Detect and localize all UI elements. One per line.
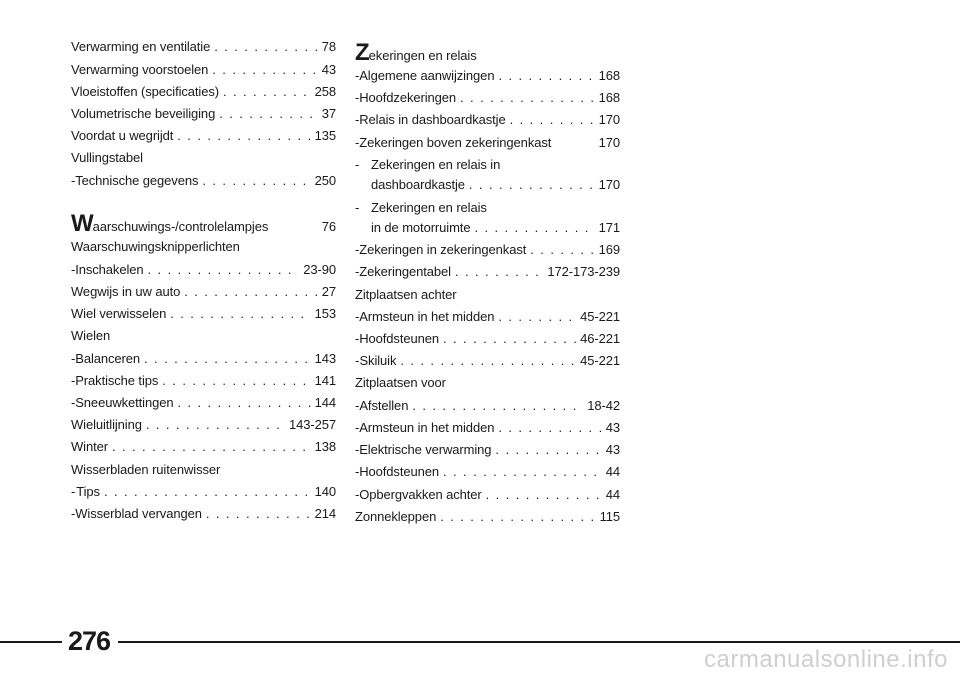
- index-entry: [71, 104, 336, 123]
- leader-dots: [212, 60, 317, 79]
- entry-text: Zekeringen boven zekeringenkast: [359, 135, 552, 150]
- index-subentry: [355, 133, 620, 152]
- index-subentry-continued: [355, 218, 620, 237]
- entry-text: Wegwijs in uw auto: [71, 284, 181, 299]
- entry-text: Algemene aanwijzingen: [359, 68, 495, 83]
- entry-text: Zitplaatsen achter: [355, 287, 457, 302]
- entry-page: 43: [605, 442, 620, 457]
- watermark: carmanualsonline.info: [704, 646, 948, 673]
- index-heading: [71, 460, 336, 479]
- entry-page: 115: [599, 509, 620, 524]
- dash: -: [355, 331, 360, 346]
- entry-text: Armsteun in het midden: [359, 420, 495, 435]
- index-subentry: [355, 110, 620, 129]
- entry-page: 168: [598, 68, 620, 83]
- leader-dots: [170, 304, 310, 323]
- index-subentry: [355, 240, 620, 259]
- index-subentry: [71, 260, 336, 279]
- entry-text: Verwarming voorstoelen: [71, 62, 209, 77]
- index-entry: [71, 37, 336, 56]
- leader-dots: [214, 37, 318, 56]
- entry-page: 143-257: [288, 417, 336, 432]
- entry-text: Zekeringen en relais: [355, 39, 477, 66]
- leader-dots: [206, 504, 311, 523]
- entry-page: 43: [321, 62, 336, 77]
- footer-rule-left: [0, 641, 62, 643]
- entry-page: 18-42: [587, 398, 620, 413]
- entry-page: 138: [314, 439, 336, 454]
- leader-dots: [495, 440, 601, 459]
- leader-dots: [443, 462, 602, 481]
- entry-page: 135: [314, 128, 336, 143]
- entry-text: Inschakelen: [75, 262, 144, 277]
- section-initial: Z: [355, 39, 369, 66]
- index-heading: [71, 326, 336, 345]
- leader-dots: [144, 349, 311, 368]
- index-heading: [71, 148, 336, 167]
- leader-dots: [400, 351, 576, 370]
- entry-text: Zekeringen en relais: [371, 200, 487, 215]
- entry-text: Zitplaatsen voor: [355, 375, 446, 390]
- index-subentry: [71, 393, 336, 412]
- entry-text: Technische gegevens: [75, 173, 199, 188]
- entry-text: Zonnekleppen: [355, 509, 437, 524]
- dash: -: [71, 395, 76, 410]
- entry-text: Praktische tips: [75, 373, 159, 388]
- page-number: 276: [68, 626, 111, 656]
- index-subentry: [71, 504, 336, 523]
- index-subentry: [355, 262, 620, 281]
- entry-text: Hoofdzekeringen: [359, 90, 457, 105]
- dash: -: [355, 112, 360, 127]
- entry-text: Wiel verwisselen: [71, 306, 167, 321]
- entry-page: 170: [598, 135, 620, 150]
- entry-text: Wielen: [71, 328, 111, 343]
- entry-page: 45-221: [580, 353, 620, 368]
- entry-page: 172-173-239: [547, 264, 620, 279]
- entry-text: Wieluitlijning: [71, 417, 142, 432]
- index-subentry: [355, 396, 620, 415]
- entry-text: Afstellen: [359, 398, 409, 413]
- leader-dots: [530, 240, 594, 259]
- index-subentry: [71, 482, 336, 501]
- entry-text: Elektrische verwarming: [359, 442, 492, 457]
- leader-dots: [219, 104, 318, 123]
- entry-text: Waarschuwingsknipperlichten: [71, 239, 240, 254]
- leader-dots: [184, 282, 318, 301]
- entry-page: 140: [314, 484, 336, 499]
- leader-dots: [162, 371, 310, 390]
- entry-text: Skiluik: [359, 353, 397, 368]
- entry-page: 23-90: [303, 262, 336, 277]
- index-subentry: [355, 485, 620, 504]
- dash: -: [355, 353, 360, 368]
- entry-text: Winter: [71, 439, 108, 454]
- index-entry: [71, 82, 336, 101]
- entry-text: Zekeringentabel: [359, 264, 451, 279]
- entry-text: Verwarming en ventilatie: [71, 39, 211, 54]
- entry-text: Relais in dashboardkastje: [359, 112, 506, 127]
- entry-page: 76: [321, 219, 336, 234]
- dash: -: [355, 200, 360, 215]
- index-heading: [355, 373, 620, 392]
- dash: -: [355, 68, 360, 83]
- leader-dots: [469, 175, 595, 194]
- dash: -: [71, 173, 76, 188]
- entry-page: 44: [605, 487, 620, 502]
- entry-text: Sneeuwkettingen: [75, 395, 174, 410]
- leader-dots: [498, 418, 601, 437]
- leader-dots: [498, 307, 576, 326]
- leader-dots: [412, 396, 583, 415]
- entry-text: Zekeringen en relais in: [371, 157, 501, 172]
- entry-page: 153: [314, 306, 336, 321]
- index-subentry-continued: [355, 175, 620, 194]
- entry-text: Waarschuwings-/controlelampjes: [71, 210, 269, 237]
- index-entry: [71, 126, 336, 145]
- dash: -: [355, 242, 360, 257]
- index-entry: [71, 304, 336, 323]
- dash: -: [355, 420, 360, 435]
- entry-text: Voordat u wegrijdt: [71, 128, 174, 143]
- dash: -: [355, 442, 360, 457]
- index-subentry: [355, 198, 620, 217]
- leader-dots: [440, 507, 595, 526]
- entry-page: 168: [598, 90, 620, 105]
- leader-dots: [474, 218, 594, 237]
- dash: -: [355, 135, 360, 150]
- entry-page: 169: [598, 242, 620, 257]
- index-subentry: [71, 349, 336, 368]
- leader-dots: [223, 82, 311, 101]
- entry-page: 144: [314, 395, 336, 410]
- index-subentry: [355, 66, 620, 85]
- entry-page: 27: [321, 284, 336, 299]
- dash: -: [355, 157, 360, 172]
- dash: -: [355, 398, 360, 413]
- entry-page: 43: [605, 420, 620, 435]
- entry-text: Wisserblad vervangen: [75, 506, 202, 521]
- leader-dots: [486, 485, 602, 504]
- index-subentry: [71, 171, 336, 190]
- leader-dots: [510, 110, 595, 129]
- entry-text: Wisserbladen ruitenwisser: [71, 462, 221, 477]
- leader-dots: [460, 88, 595, 107]
- index-heading: [355, 285, 620, 304]
- entry-text: Hoofdsteunen: [359, 464, 439, 479]
- index-subentry: [355, 440, 620, 459]
- dash: -: [71, 506, 76, 521]
- index-entry: [71, 282, 336, 301]
- entry-page: 214: [314, 506, 336, 521]
- index-subentry: [355, 351, 620, 370]
- section-initial: W: [71, 210, 93, 237]
- entry-text: Tips: [76, 484, 100, 499]
- entry-text: Opbergvakken achter: [359, 487, 482, 502]
- index-entry: [355, 507, 620, 526]
- index-entry: [71, 60, 336, 79]
- entry-text: in de motorruimte: [371, 220, 471, 235]
- entry-page: 37: [321, 106, 336, 121]
- index-heading: [71, 237, 336, 256]
- index-subentry: [355, 88, 620, 107]
- entry-page: 141: [314, 373, 336, 388]
- entry-page: 143: [314, 351, 336, 366]
- index-entry: [71, 415, 336, 434]
- dash: -: [355, 309, 360, 324]
- leader-dots: [148, 260, 300, 279]
- index-subentry: [355, 329, 620, 348]
- dash: -: [355, 90, 360, 105]
- entry-text: Balanceren: [75, 351, 141, 366]
- leader-dots: [443, 329, 576, 348]
- leader-dots: [202, 171, 310, 190]
- entry-text: Hoofdsteunen: [359, 331, 439, 346]
- entry-text: Vullingstabel: [71, 150, 143, 165]
- leader-dots: [146, 415, 285, 434]
- entry-page: 258: [314, 84, 336, 99]
- entry-page: 78: [321, 39, 336, 54]
- entry-page: 44: [605, 464, 620, 479]
- leader-dots: [177, 393, 310, 412]
- entry-text: Zekeringen in zekeringenkast: [359, 242, 527, 257]
- entry-page: 45-221: [580, 309, 620, 324]
- entry-page: 170: [598, 177, 620, 192]
- dash: -: [355, 487, 360, 502]
- footer-rule-right: [118, 641, 960, 643]
- entry-text: Volumetrische beveiliging: [71, 106, 216, 121]
- entry-page: 170: [598, 112, 620, 127]
- index-subentry: [355, 155, 620, 174]
- dash: -: [71, 351, 76, 366]
- index-entry: [71, 437, 336, 456]
- entry-text: Armsteun in het midden: [359, 309, 495, 324]
- dash: -: [355, 264, 360, 279]
- index-subentry: [355, 418, 620, 437]
- leader-dots: [177, 126, 310, 145]
- index-subentry: [355, 462, 620, 481]
- entry-text: Vloeistoffen (specificaties): [71, 84, 219, 99]
- entry-page: 171: [598, 220, 620, 235]
- dash: -: [71, 373, 76, 388]
- leader-dots: [104, 482, 311, 501]
- entry-page: 46-221: [580, 331, 620, 346]
- index-subentry: [71, 371, 336, 390]
- dash: -: [355, 464, 360, 479]
- leader-dots: [498, 66, 594, 85]
- entry-page: 250: [314, 173, 336, 188]
- dash: -: [71, 262, 76, 277]
- leader-dots: [112, 437, 311, 456]
- entry-text: dashboardkastje: [371, 177, 465, 192]
- dash: -: [71, 484, 76, 499]
- index-subentry: [355, 307, 620, 326]
- index-heading: [355, 39, 620, 66]
- leader-dots: [455, 262, 543, 281]
- index-entry: [71, 210, 336, 237]
